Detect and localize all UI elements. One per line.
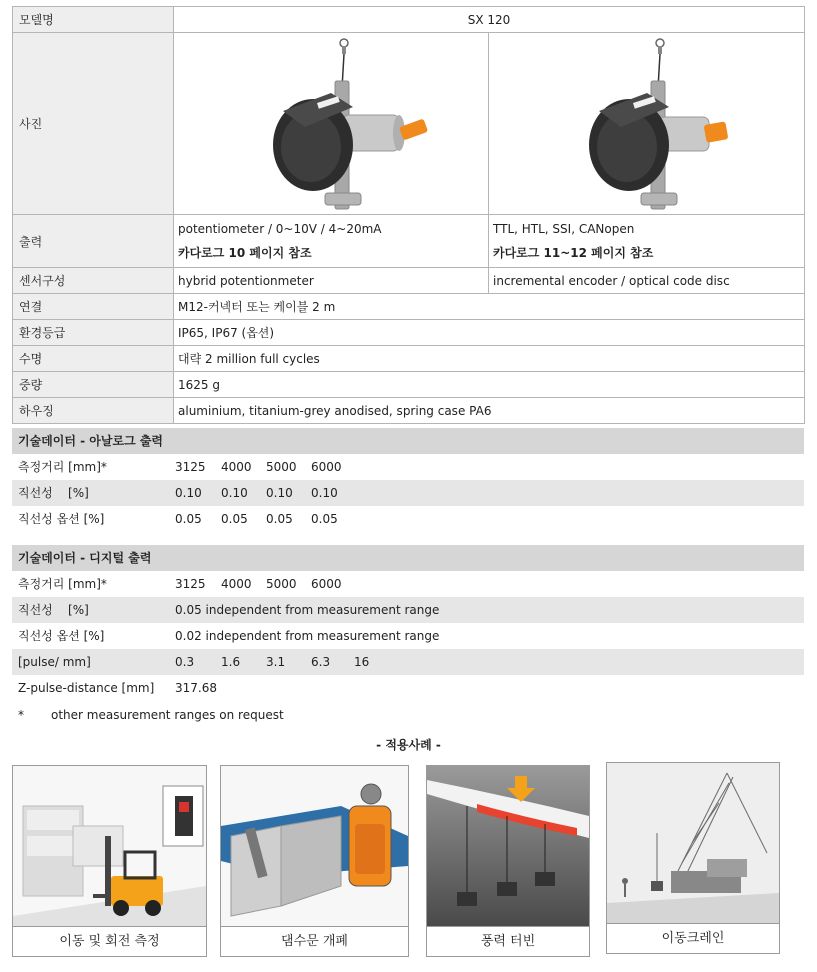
housing-value: aluminium, titanium-grey anodised, spring case PA6 [174, 398, 805, 424]
photo-analog [174, 33, 489, 215]
weight-label: 중량 [13, 372, 174, 398]
digital-pulse-3: 3.1 [266, 655, 286, 669]
digital-linopt-value: 0.02 independent from measurement range [175, 629, 440, 643]
analog-range-1: 3125 [175, 460, 206, 474]
output-digital-cell [489, 215, 805, 268]
analog-linopt-1: 0.05 [175, 512, 202, 526]
application-image-motion [13, 766, 206, 926]
digital-linopt-label: 직선성 옵션 [%] [18, 629, 105, 643]
analog-range-3: 5000 [266, 460, 297, 474]
housing-row [13, 398, 805, 424]
sensor-digital-image [577, 33, 747, 215]
application-caption-wind: 풍력 터빈 [427, 926, 589, 956]
analog-linopt-label: 직선성 옵션 [%] [18, 512, 105, 526]
photo-label: 사진 [13, 33, 174, 215]
digital-pulse-label: [pulse/ mm] [18, 655, 91, 669]
footnote-text: other measurement ranges on request [51, 708, 284, 722]
application-caption-motion: 이동 및 회전 측정 [13, 926, 206, 956]
analog-range-label: 측정거리 [mm]* [18, 460, 107, 474]
footnote-star: * [18, 708, 24, 722]
digital-zpulse-row [12, 675, 804, 701]
digital-pulse-5: 16 [354, 655, 370, 669]
model-label: 모델명 [13, 7, 174, 33]
photo-digital [489, 33, 805, 215]
application-image-crane [607, 763, 779, 923]
output-analog-cell [174, 215, 489, 268]
output-digital: TTL, HTL, SSI, CANopen [493, 222, 635, 236]
spec-table [12, 6, 805, 424]
digital-section [12, 545, 804, 701]
sensor-label: 센서구성 [13, 268, 174, 294]
analog-lin-2: 0.10 [221, 486, 248, 500]
output-row [13, 215, 805, 268]
model-value: SX 120 [174, 7, 805, 33]
application-card-wind [426, 765, 590, 957]
sensor-digital: incremental encoder / optical code disc [489, 268, 805, 294]
analog-lin-row [12, 480, 804, 506]
digital-zpulse-label: Z-pulse-distance [mm] [18, 681, 155, 695]
analog-linopt-4: 0.05 [311, 512, 338, 526]
sensor-analog-image [261, 33, 431, 215]
application-caption-dam: 댐수문 개폐 [221, 926, 408, 956]
analog-linopt-3: 0.05 [266, 512, 293, 526]
environment-row [13, 320, 805, 346]
analog-lin-1: 0.10 [175, 486, 202, 500]
weight-row [13, 372, 805, 398]
application-card-motion [12, 765, 207, 957]
output-analog-ref: 카다로그 10 페이지 참조 [178, 246, 312, 260]
digital-pulse-row [12, 649, 804, 675]
application-image-dam [221, 766, 408, 926]
environment-value: IP65, IP67 (옵션) [174, 320, 805, 346]
life-value: 대략 2 million full cycles [174, 346, 805, 372]
sensor-analog: hybrid potentionmeter [174, 268, 489, 294]
connection-label: 연결 [13, 294, 174, 320]
analog-linopt-2: 0.05 [221, 512, 248, 526]
application-image-wind [427, 766, 589, 926]
analog-lin-label: 직선성 [%] [18, 486, 89, 500]
environment-label: 환경등급 [13, 320, 174, 346]
output-analog: potentiometer / 0~10V / 4~20mA [178, 222, 382, 236]
connection-value: M12-커넥터 또는 케이블 2 m [174, 294, 805, 320]
digital-lin-row [12, 597, 804, 623]
application-card-dam [220, 765, 409, 957]
digital-zpulse-value: 317.68 [175, 681, 217, 695]
application-caption-crane: 이동크레인 [607, 923, 779, 953]
connection-row [13, 294, 805, 320]
digital-range-label: 측정거리 [mm]* [18, 577, 107, 591]
digital-pulse-1: 0.3 [175, 655, 195, 669]
digital-range-3: 5000 [266, 577, 297, 591]
output-label: 출력 [13, 215, 174, 268]
digital-range-4: 6000 [311, 577, 342, 591]
digital-lin-value: 0.05 independent from measurement range [175, 603, 440, 617]
analog-linopt-row [12, 506, 804, 532]
digital-pulse-4: 6.3 [311, 655, 331, 669]
digital-linopt-row [12, 623, 804, 649]
output-digital-ref: 카다로그 11~12 페이지 참조 [493, 246, 654, 260]
digital-range-2: 4000 [221, 577, 252, 591]
analog-section [12, 428, 804, 532]
analog-range-2: 4000 [221, 460, 252, 474]
photo-row [13, 33, 805, 215]
analog-range-4: 6000 [311, 460, 342, 474]
digital-lin-label: 직선성 [%] [18, 603, 89, 617]
application-card-crane [606, 762, 780, 954]
digital-range-row [12, 571, 804, 597]
housing-label: 하우징 [13, 398, 174, 424]
analog-lin-4: 0.10 [311, 486, 338, 500]
applications-title: - 적용사례 - [376, 738, 441, 752]
analog-range-row [12, 454, 804, 480]
sensor-row [13, 268, 805, 294]
digital-pulse-2: 1.6 [221, 655, 241, 669]
life-label: 수명 [13, 346, 174, 372]
analog-lin-3: 0.10 [266, 486, 293, 500]
digital-range-1: 3125 [175, 577, 206, 591]
digital-title: 기술데이터 - 디지털 출력 [12, 545, 804, 571]
analog-title: 기술데이터 - 아날로그 출력 [12, 428, 804, 454]
life-row [13, 346, 805, 372]
model-row [13, 7, 805, 33]
weight-value: 1625 g [174, 372, 805, 398]
